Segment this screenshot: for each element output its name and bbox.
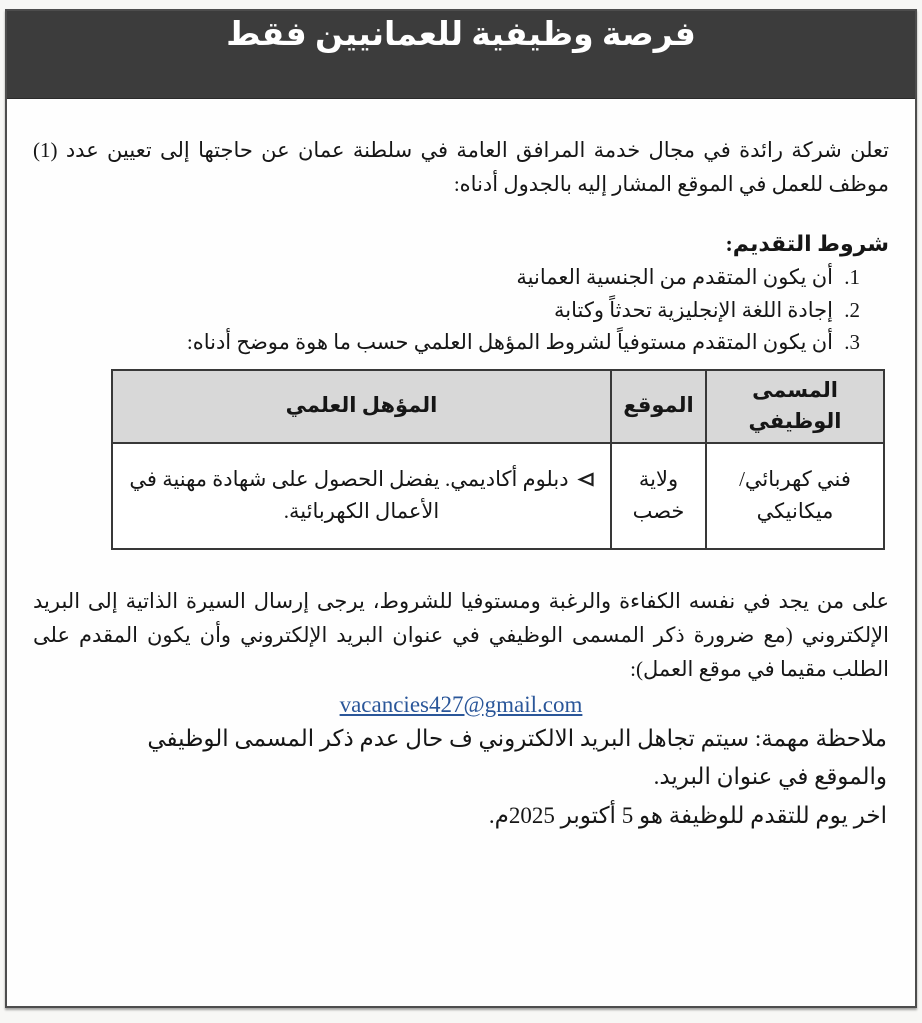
page-title: فرصة وظيفية للعمانيين فقط bbox=[226, 17, 696, 53]
email-link[interactable]: vacancies427@gmail.com bbox=[339, 691, 583, 717]
job-title-cell: فني كهربائي/ ميكانيكي bbox=[706, 443, 884, 549]
title-banner bbox=[7, 11, 915, 99]
intro-paragraph: تعلن شركة رائدة في مجال خدمة المرافق العامة في سلطنة عمان عن حاجتها إلى تعيين عدد (1) موظف للعمل في الموقع المشار إليه بالجدول أدناه: bbox=[33, 138, 889, 197]
application-paragraph: على من يجد في نفسه الكفاءة والرغبة ومستوفيا للشروط، يرجى إرسال السيرة الذاتية إلى البريد الإلكتروني (مع ضرورة ذكر المسمى الوظيفي في عنوان البريد الإلكتروني وأن يكون المقدم على الطلب مقيما في موقع العمل): bbox=[33, 588, 889, 681]
document-page bbox=[5, 9, 917, 1008]
deadline-note: اخر يوم للتقدم للوظيفة هو 5 أكتوبر 2025م. bbox=[488, 802, 887, 828]
arrowhead-bullet-icon bbox=[577, 465, 594, 497]
condition-item-2: 2. إجادة اللغة الإنجليزية تحدثاً وكتابة bbox=[31, 294, 839, 327]
conditions-list bbox=[31, 261, 891, 359]
table-header-row bbox=[112, 370, 884, 443]
condition-item-1: 1. أن يكون المتقدم من الجنسية العمانية bbox=[31, 261, 839, 294]
column-header-qualification: المؤهل العلمي bbox=[112, 370, 611, 443]
document-body bbox=[7, 133, 915, 836]
column-header-job-title: المسمى الوظيفي bbox=[706, 370, 884, 443]
qualification-cell bbox=[112, 443, 611, 549]
important-note: ملاحظة مهمة: سيتم تجاهل البريد الالكتروني ف حال عدم ذكر المسمى الوظيفي والموقع في عنوان البريد. bbox=[147, 725, 887, 790]
qualification-text: دبلوم أكاديمي. يفضل الحصول على شهادة مهنية في الأعمال الكهربائية. bbox=[129, 467, 569, 523]
condition-item-3: 3. أن يكون المتقدم مستوفياً لشروط المؤهل العلمي حسب ما هوة موضح أدناه: bbox=[31, 326, 839, 359]
location-cell: ولاية خصب bbox=[611, 443, 706, 549]
email-line bbox=[31, 692, 891, 718]
column-header-location: الموقع bbox=[611, 370, 706, 443]
conditions-heading: شروط التقديم: bbox=[725, 231, 889, 257]
requirements-table bbox=[111, 369, 885, 550]
table-row bbox=[112, 443, 884, 549]
